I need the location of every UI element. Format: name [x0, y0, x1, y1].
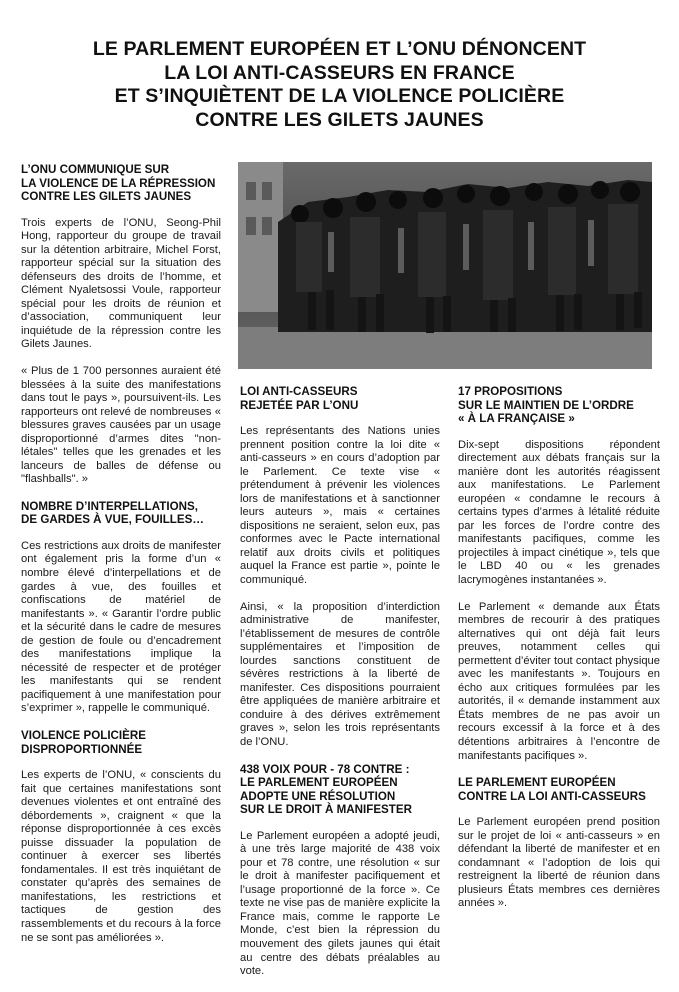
section-heading: LE PARLEMENT EUROPÉEN CONTRE LA LOI ANTI-CASSEURS: [458, 776, 646, 803]
article-title: [20, 38, 659, 132]
title-line: CONTRE LES GILETS JAUNES: [195, 108, 484, 131]
paragraph: Ainsi, « la proposition d’interdiction administrative de manifester, l’établissement de mesures de contrôle supplémentaires et l’imposition de lourdes sanctions constituent de sévères restrictions à la liberté de manifester. Ces dispositions pourraient être appliquées de manière arbitraire et conduire à des dérives extrêmement graves », selon les trois représentants de l’ONU.: [240, 600, 440, 749]
paragraph: Ces restrictions aux droits de manifester ont également pris la forme d’un « nombre élevé d’interpellations et de gardes à vue, des fouilles et confiscations de matériel de manifestants ». « Garantir l’ordre public et la sécurité dans le cadre de mesures de gestion de foule ou d’encadrement des manifestations implique la nécessité de respecter et de protéger les manifestants qui se rendent pacifiquement à une manifestation pour s’exprimer », rappelle le communiqué.: [21, 539, 221, 715]
photo-illustration: [238, 162, 652, 369]
paragraph: Le Parlement « demande aux États membres de recourir à des pratiques alternatives qui ont déjà fait leurs preuves, notamment celles qui permettent d’éviter tout contact physique avec les manifestants ». Toujours en écho aux critiques formulées par les autorités, il « demande instamment aux États membres de ne pas avoir un recours excessif à la force et à des détentions arbitraires à l’encontre de manifestants pacifiques ».: [458, 600, 660, 762]
section-heading: VIOLENCE POLICIÈRE DISPROPORTIONNÉE: [21, 729, 146, 756]
riot-police-photo: [238, 162, 652, 369]
paragraph: Dix-sept dispositions répondent directement aux débats français sur la manière dont les autorités réagissent aux manifestations. Le Parlement européen « condamne le recours à certains types d’armes à létalité réduite par les forces de l’ordre contre des manifestants pacifiques, comme les projectiles à impact cinétique », tels que le LBD 40 ou « les grenades lacrymogènes instantanées ».: [458, 438, 660, 586]
paragraph: Le Parlement européen prend position sur le projet de loi « anti-casseurs » en défendant la liberté de manifester et en condamnant « l’adoption de lois qui restreignent la liberté de réunion dans plusieurs États membres ces dernières années ».: [458, 816, 660, 910]
paragraph: Les experts de l’ONU, « conscients du fait que certaines manifestations sont devenues violentes et ont entraîné des débordements », craignent « que la réponse disproportionnée à ces excès puisse dissuader la population de continuer à exercer ses libertés fondamentales. Il est très inquiétant de constater qu’après des semaines de manifestations, les restrictions et tactiques de gestion des rassemblements et du recours à la force ne se sont pas améliorées ».: [21, 769, 221, 944]
section-heading: LOI ANTI-CASSEURS REJETÉE PAR L’ONU: [240, 385, 359, 412]
section-heading: NOMBRE D’INTERPELLATIONS, DE GARDES À VUE, FOUILLES…: [21, 499, 204, 527]
paragraph: « Plus de 1 700 personnes auraient été blessées à la suite des manifestations dans tout le pays », poursuivent-ils. Les rapporteurs ont relevé de nombreuses « blessures graves causées par un usage disproportionné d’armes dites "non-létales" telles que les grenades et les lanceurs de balles de défense ou "flashballs". »: [21, 364, 221, 486]
paragraph: Le Parlement européen a adopté jeudi, à une très large majorité de 438 voix pour et 78 contre, une résolution « sur le droit à manifester pacifiquement et l’usage proportionné de la force ». Ce texte ne vise pas de manière explicite la France mais, comme le rapporte Le Monde, c’est bien la répression du mouvement des gilets jaunes qui était au centre des débats préalables au vote.: [240, 829, 440, 978]
section-heading: L’ONU COMMUNIQUE SUR LA VIOLENCE DE LA RÉPRESSION CONTRE LES GILETS JAUNES: [21, 163, 216, 203]
title-line: ET S’INQUIÈTENT DE LA VIOLENCE POLICIÈRE: [114, 85, 565, 107]
paragraph: Trois experts de l’ONU, Seong-Phil Hong, rapporteur du groupe de travail sur la détention arbitraire, Michel Forst, rapporteur spécial sur la situation des défenseurs des droits de l’homme, et Clément Nyaletsossi Voule, rapporteur spécial pour les droits de réunion et d’association, communiquent leur inquiétude de la répression contre les Gilets Jaunes.: [21, 216, 221, 351]
paragraph: Les représentants des Nations unies prennent position contre la loi dite « anti-casseurs » en cours d’adoption par le Parlement. Ce texte vise « prétendument à prévenir les violences lors de manifestations et à sanctionner leurs auteurs », mais « certaines dispositions ne seraient, selon eux, pas conformes avec le Pacte international relatif aux droits civils et politiques auquel la France est partie », pointe le communiqué.: [240, 425, 440, 587]
section-heading: 17 PROPOSITIONS SUR LE MAINTIEN DE L’ORDRE « À LA FRANÇAISE »: [458, 385, 634, 425]
title-line: LA LOI ANTI-CASSEURS EN FRANCE: [164, 61, 515, 84]
column-left: [21, 163, 221, 958]
section-heading: 438 VOIX POUR - 78 CONTRE : LE PARLEMENT EUROPÉEN ADOPTE UNE RÉSOLUTION SUR LE DROIT À MANIFESTER: [240, 762, 412, 817]
column-right: [458, 385, 660, 924]
column-middle: [240, 385, 440, 992]
title-line: LE PARLEMENT EUROPÉEN ET L’ONU DÉNONCENT: [92, 38, 587, 60]
